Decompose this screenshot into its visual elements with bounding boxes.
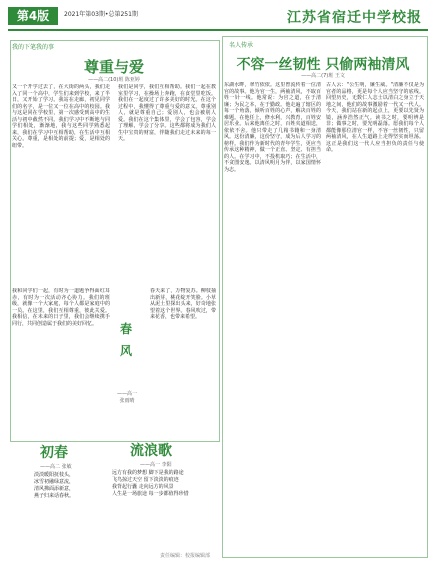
left-article-col1: 又一个开学过去了，在大街的两头，我们走入了同一个高中，学生们来到学校，来了半日，又开始了学习。我站在走廊，初见同学们的名字，是一位又一位在高中的校园。我与这是同在学校里，第一次感受到高中的生活与初中截然不同。我们学习中不断地与同学们相处，渐渐地，我与这些同学熟悉起来，我们在学习中互相帮助，在生活中互相关心。尊重，是相处的前提；爱，是相处的纽带。 — [12, 84, 110, 149]
spring-author: ——高一 张雨晴 — [116, 391, 137, 404]
right-article-col1: 东湖水畔，翠竹依依。这里曾流传着一位清官的故事。他为官一生，两袖清风，不取百姓一针一线。他常说：为官之道，在于清廉；为民之本，在于勤政。他走遍了辖区的每一个角落，倾听百姓的心声，解决百姓的难题。在他任上，修水利，兴教育，百姓安居乐业。后来他离任之时，百姓夹道相送，依依不舍。他只带走了几箱书籍和一身清风。这份清廉，这份坚守，成为后人学习的榜样。我们作为新时代的青年学生，更应当传承这种精神，做一个正直、坚定、有担当的人。在学习中，不投机取巧；在生活中，不贪图安逸。以清风明月为伴，以家国情怀为志。 — [224, 82, 321, 173]
right-article-author: ——高二(7)班 王文 — [301, 73, 345, 79]
right-article-title: 不容一丝韧性 只偷两袖清风 — [236, 57, 410, 73]
left-article-title: 尊重与爱 — [83, 58, 144, 76]
right-section-tag: 名人传承 — [229, 42, 254, 49]
masthead-rule — [8, 29, 428, 31]
poem1-author: ——高二 张敏 — [40, 464, 72, 470]
poem-line: 清风拂面添新意， — [34, 486, 75, 492]
left-section-tag: 我的下笔我的事 — [12, 44, 55, 51]
poem2-title: 流浪歌 — [130, 443, 172, 459]
paper-title: 江苏省宿迁中学校报 — [287, 10, 422, 26]
left-article-author: ——高二(10)班 陈亚婷 — [88, 77, 140, 83]
poem2-lines — [112, 470, 216, 498]
spring-text: 春天来了，万物复苏。柳枝抽出新芽，桃花绽开笑脸。小草从泥土里探出头来，好奇地张望着这个世界。春风吹过，带来花香，也带来希望。 — [150, 288, 216, 320]
poem-line: 燕子归来话春秋。 — [34, 493, 75, 499]
poem1-title: 初春 — [40, 445, 68, 461]
poem1-lines — [34, 472, 104, 500]
footer-credit: 责任编辑：校报编辑部 — [160, 553, 211, 559]
masthead — [8, 5, 428, 27]
poem-line: 淡淡暖阳抚枝头， — [34, 472, 75, 478]
right-article-col2: 古人云："公生明，廉生威。"清廉不仅是为官者的品格，更是每个人应当坚守的底线。回望历史，无数仁人志士以清白之身立于天地之间，他们的故事激励着一代又一代人。今天，我们站在新的起点上，更要以先贤为镜，涵养浩然正气。读书之时，要明辨是非；做事之时，要光明磊落。愿我们每个人都能像那位清官一样，不容一丝韧性，只留两袖清风，在人生道路上走得坚实而坦荡。这正是我们这一代人应当担负的责任与使命。 — [326, 82, 424, 153]
poem-line: 飞鸟掠过天空 留下淡淡的痕迹 — [112, 477, 179, 483]
poem-line: 人生是一场旅途 每一步都值得珍惜 — [112, 491, 189, 497]
page-number: 第4版 — [8, 7, 58, 25]
poem-line: 我背起行囊 走向远方的风景 — [112, 484, 174, 490]
left-article-col3: 我和同学们一起，有时为一道题争得面红耳赤，有时为一次活动齐心协力。我们的班级，就像一个大家庭，每个人都是家庭中的一员。在这里，我们互相尊重，彼此关爱。我相信，在未来的日子里，我们会继续携手同行，共同创造属于我们的美好回忆。 — [12, 288, 110, 327]
poem-line: 远方有我的梦想 脚下是我的路途 — [112, 470, 184, 476]
poem2-author: ——高一 李阳 — [140, 462, 172, 468]
spring-title: 春风 — [119, 322, 132, 358]
left-article-col2: 我们是同学，我们互相帮助。我们一起在教室里学习，在操场上奔跑，在食堂里吃饭。我们在一起度过了许多美好的时光。在这个过程中，我懂得了尊重与爱的意义。尊重别人，就是尊重自己；爱别人，也会被别人爱。我们在这个集体里，学会了包容，学会了理解，学会了分享。这些都将成为我们人生中宝贵的财富，伴随我们走过未来的每一天。 — [118, 84, 216, 142]
poem-line: 冰雪初融绿意流， — [34, 479, 75, 485]
issue-line: 2021年第03期•总第251期 — [64, 11, 138, 18]
